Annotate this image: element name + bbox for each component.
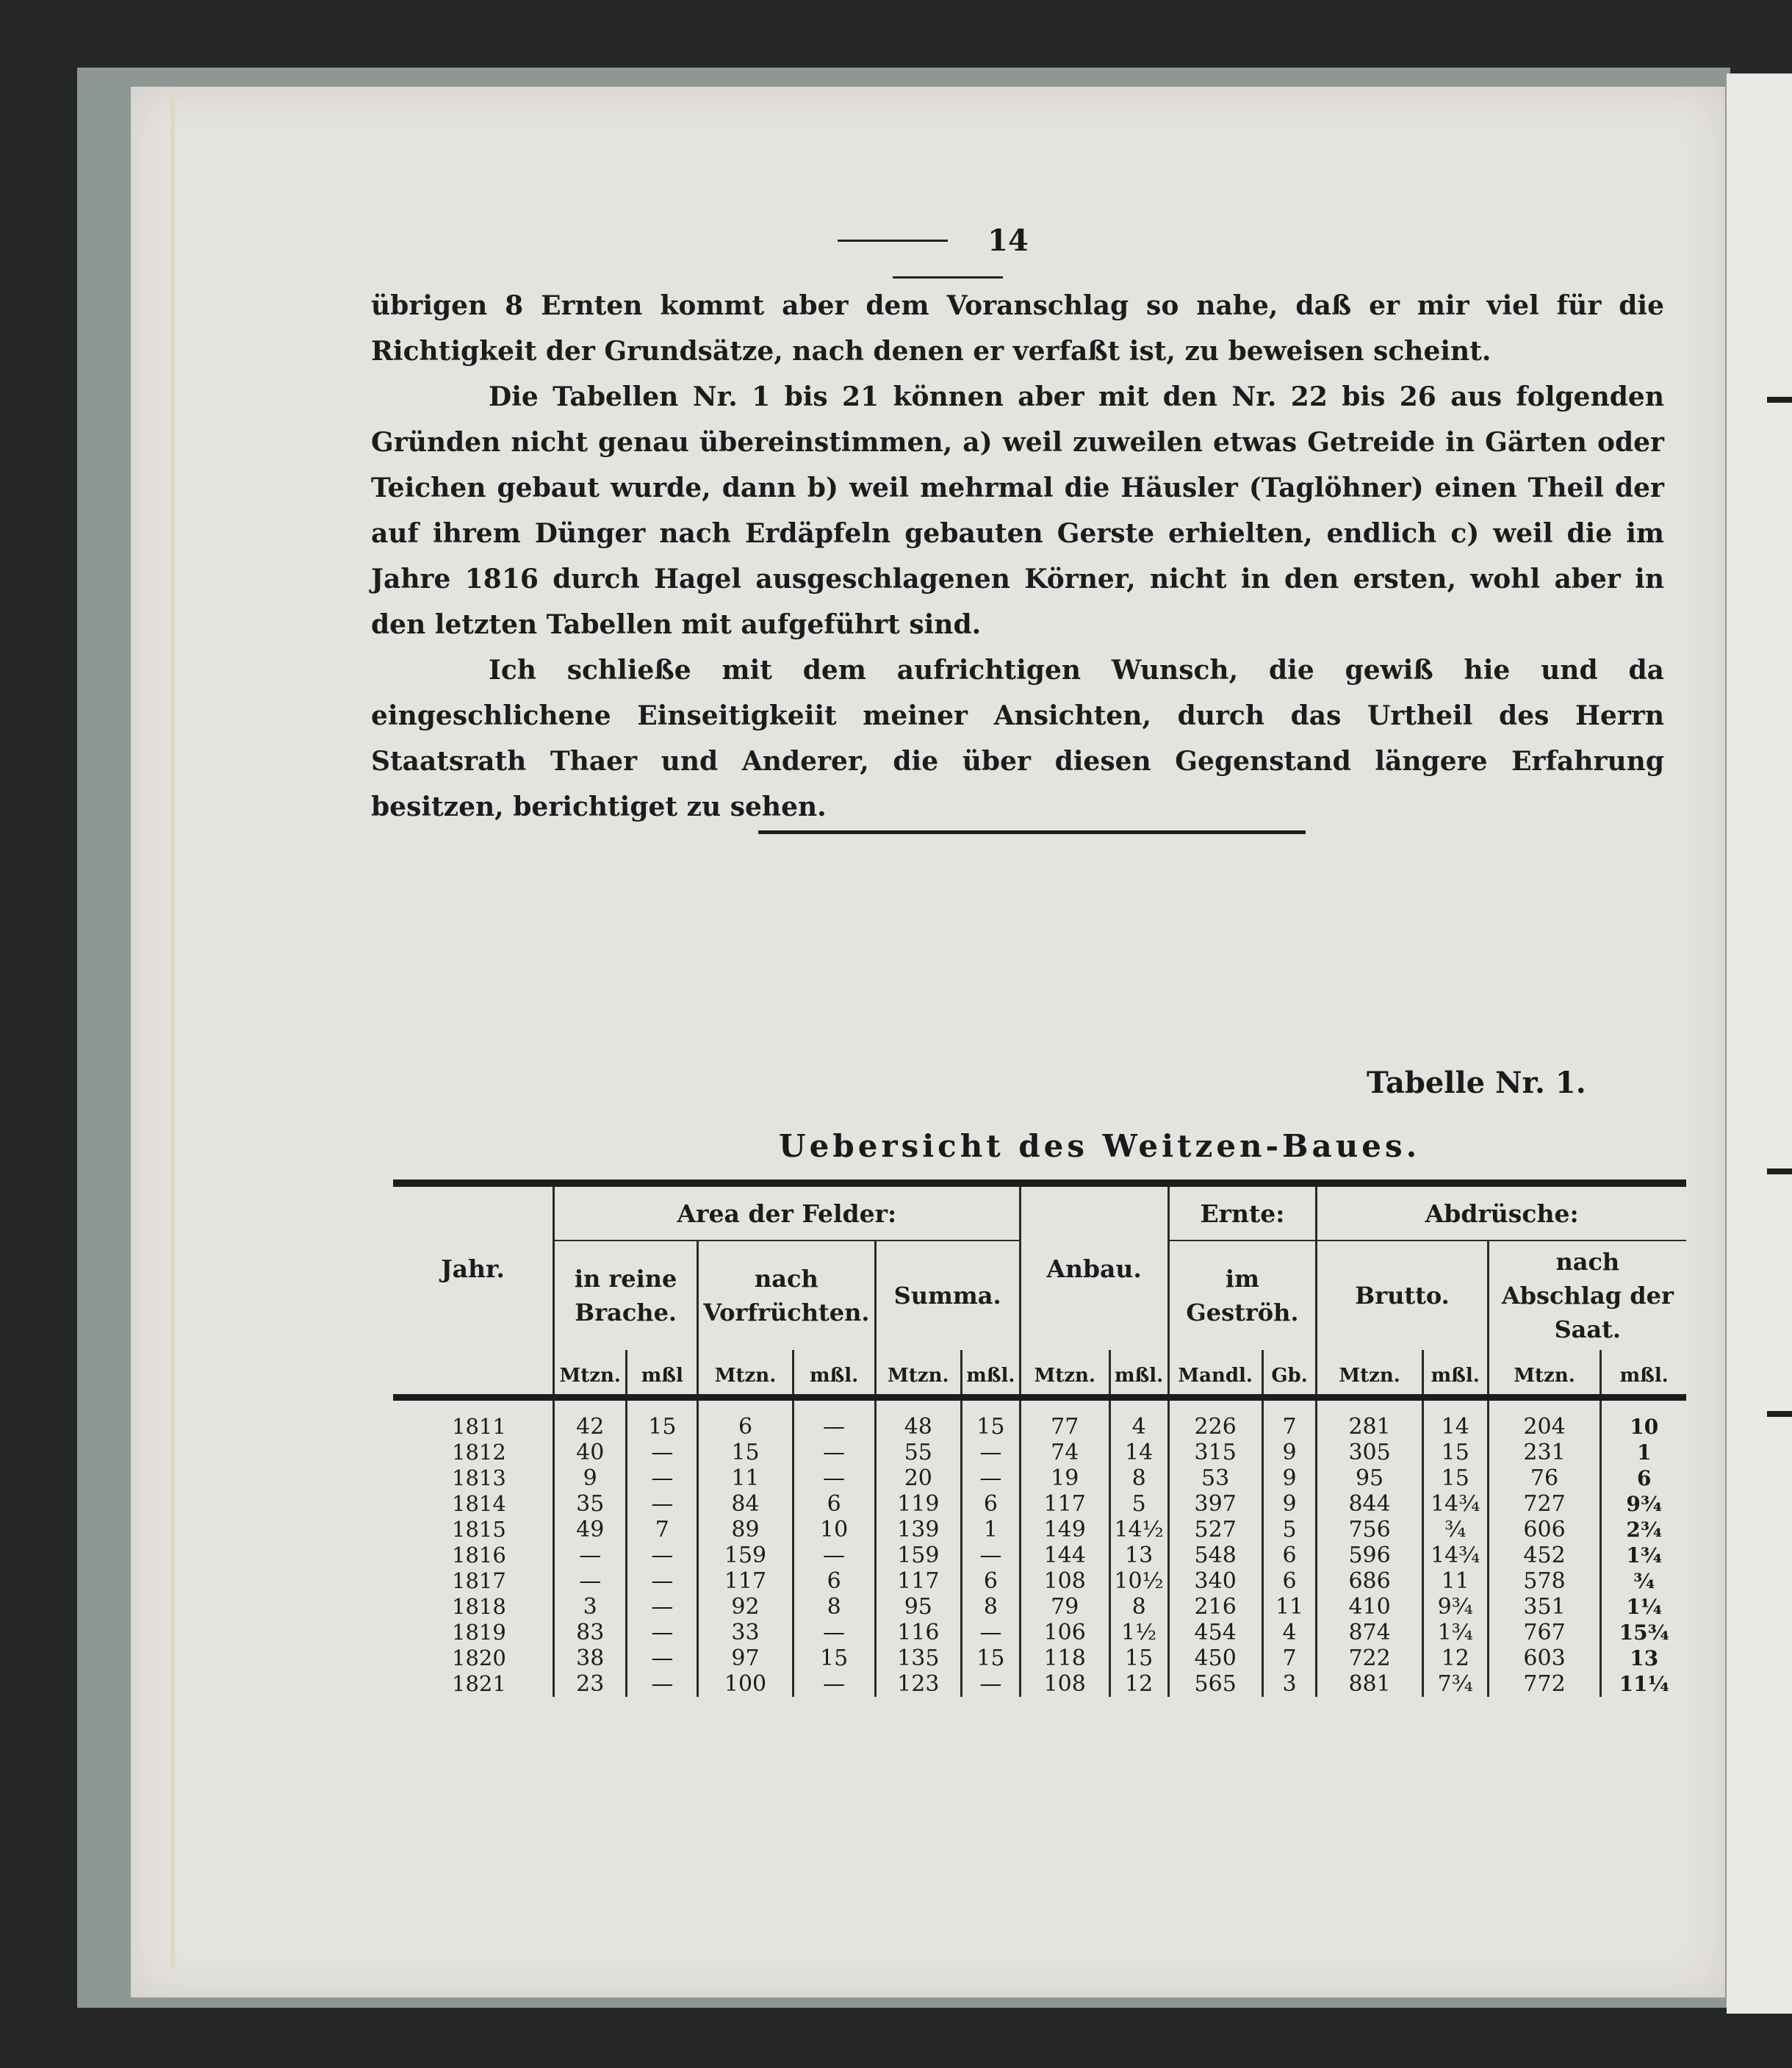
table-row: [393, 1671, 1686, 1697]
cell: 226: [1168, 1398, 1262, 1440]
cell: 340: [1168, 1568, 1262, 1594]
cell: 4: [1262, 1620, 1317, 1645]
cell: 135: [875, 1645, 961, 1671]
cell: 11: [1422, 1568, 1488, 1594]
cell: 578: [1488, 1568, 1601, 1594]
paragraph: Ich schließe mit dem aufrichtigen Wunsch, die gewiß hie und da eingeschlichene Einseitigkeiit meiner Ansichten, durch das Urtheil des Herrn Staatsrath Thaer und Anderer, die über diesen Gegenstand längere Erfahrung besitzen, berichtiget zu sehen.: [371, 655, 1664, 822]
cell: —: [962, 1543, 1021, 1568]
cell: 14¾: [1422, 1491, 1488, 1517]
header-rule-right: [893, 276, 1003, 279]
cell: 53: [1168, 1465, 1262, 1491]
header-area: Area der Felder:: [553, 1183, 1020, 1241]
cell: 1½: [1109, 1620, 1168, 1645]
cell: 13: [1109, 1543, 1168, 1568]
cell: —: [962, 1671, 1021, 1697]
cell: 15: [962, 1398, 1021, 1440]
cell-year: 1814: [452, 1491, 506, 1516]
cell: 15: [698, 1440, 793, 1465]
cell: 15: [793, 1645, 875, 1671]
cell: 2¾: [1601, 1517, 1686, 1543]
cell: 10½: [1109, 1568, 1168, 1594]
cell: 7: [1262, 1645, 1317, 1671]
cell: 15: [1422, 1465, 1488, 1491]
cell: —: [962, 1465, 1021, 1491]
cell-year: 1820: [452, 1645, 506, 1670]
cell: 144: [1020, 1543, 1109, 1568]
header-ernte: Ernte:: [1168, 1183, 1317, 1241]
cell: 1¾: [1422, 1620, 1488, 1645]
cell: 9¾: [1422, 1594, 1488, 1620]
unit-mssl: mßl.: [962, 1350, 1021, 1398]
cell-year: 1815: [452, 1517, 506, 1542]
cell: 281: [1317, 1398, 1422, 1440]
cell: 6: [1262, 1543, 1317, 1568]
cell: 6: [962, 1491, 1021, 1517]
header-abschlag: nach Abschlag der Saat.: [1488, 1241, 1686, 1350]
cell: 231: [1488, 1440, 1601, 1465]
cell-year: 1819: [452, 1620, 506, 1645]
cell: 9: [1262, 1491, 1317, 1517]
facing-page-edge: [1727, 73, 1792, 2014]
cell: 6: [1262, 1568, 1317, 1594]
header-brutto: Brutto.: [1317, 1241, 1488, 1350]
cell: 23: [553, 1671, 626, 1697]
table-row: [393, 1491, 1686, 1517]
cell: 95: [1317, 1465, 1422, 1491]
cell: 305: [1317, 1440, 1422, 1465]
cell: 15: [1109, 1645, 1168, 1671]
page-edge-line: [170, 88, 175, 1970]
cell: ¾: [1422, 1517, 1488, 1543]
cell: 13: [1601, 1645, 1686, 1671]
header-gestroh: im Geströh.: [1168, 1241, 1317, 1350]
cell: 49: [553, 1517, 626, 1543]
unit-mtzn: Mtzn.: [553, 1350, 626, 1398]
cell: 117: [1020, 1491, 1109, 1517]
cell: 881: [1317, 1671, 1422, 1697]
cell: 11: [698, 1465, 793, 1491]
cell: 15: [627, 1398, 698, 1440]
cell: 116: [875, 1620, 961, 1645]
cell: —: [627, 1465, 698, 1491]
cell: 454: [1168, 1620, 1262, 1645]
cell: 10: [793, 1517, 875, 1543]
cell: 410: [1317, 1594, 1422, 1620]
cell: 159: [698, 1543, 793, 1568]
cell: 15: [1422, 1440, 1488, 1465]
cell: —: [553, 1568, 626, 1594]
cell: 9: [1262, 1440, 1317, 1465]
cell-year: 1811: [452, 1414, 506, 1439]
cell: 1: [1601, 1440, 1686, 1465]
cell: 315: [1168, 1440, 1262, 1465]
cell: 33: [698, 1620, 793, 1645]
cell-year: 1817: [452, 1568, 506, 1593]
cell: 84: [698, 1491, 793, 1517]
cell: 7¾: [1422, 1671, 1488, 1697]
cell: —: [793, 1398, 875, 1440]
cell: ¾: [1601, 1568, 1686, 1594]
cell: 55: [875, 1440, 961, 1465]
cell: 204: [1488, 1398, 1601, 1440]
cell: 19: [1020, 1465, 1109, 1491]
cell: 727: [1488, 1491, 1601, 1517]
cell: 100: [698, 1671, 793, 1697]
table-row: [393, 1465, 1686, 1491]
cell-year: 1816: [452, 1543, 506, 1568]
cell: 35: [553, 1491, 626, 1517]
cell: 11¼: [1601, 1671, 1686, 1697]
cell: 1¼: [1601, 1594, 1686, 1620]
cell: 8: [1109, 1465, 1168, 1491]
cell: 6: [1601, 1465, 1686, 1491]
wheat-table: [393, 1180, 1686, 1697]
cell: 76: [1488, 1465, 1601, 1491]
cell-year: 1821: [452, 1671, 506, 1696]
table-title: Uebersicht des Weitzen-Baues.: [779, 1128, 1421, 1164]
cell: 3: [553, 1594, 626, 1620]
paragraph: übrigen 8 Ernten kommt aber dem Voranschlag so nahe, daß er mir viel für die Richtigkeit der Grundsätze, nach denen er verfaßt ist, zu beweisen scheint.: [371, 290, 1664, 367]
cell: 14: [1422, 1398, 1488, 1440]
cell: 603: [1488, 1645, 1601, 1671]
paragraph: Die Tabellen Nr. 1 bis 21 können aber mit den Nr. 22 bis 26 aus folgenden Gründen nicht genau übereinstimmen, a) weil zuweilen etwas Getreide in Gärten oder Teichen gebaut wurde, dann b) weil mehrmal die Häusler (Taglöhner) einen Theil der auf ihrem Dünger nach Erdäpfeln gebauten Gerste erhielten, endlich c) weil die im Jahre 1816 durch Hagel ausgeschlagenen Körner, nicht in den ersten, wohl aber in den letzten Tabellen mit aufgeführt sind.: [371, 381, 1664, 640]
cell: 772: [1488, 1671, 1601, 1697]
header-summa: Summa.: [875, 1241, 1020, 1350]
header-vorfruechte: nach Vorfrüchten.: [698, 1241, 875, 1350]
unit-mssl: mßl.: [793, 1350, 875, 1398]
unit-blank: [393, 1350, 553, 1398]
cell: 139: [875, 1517, 961, 1543]
unit-mssl: mßl: [627, 1350, 698, 1398]
cell: 108: [1020, 1568, 1109, 1594]
cell: 527: [1168, 1517, 1262, 1543]
unit-mtzn: Mtzn.: [1488, 1350, 1601, 1398]
cell: 1¾: [1601, 1543, 1686, 1568]
facing-page-mark: [1767, 397, 1792, 403]
cell: 9: [553, 1465, 626, 1491]
cell: 15: [962, 1645, 1021, 1671]
cell: 149: [1020, 1517, 1109, 1543]
header-jahr: Jahr.: [441, 1254, 505, 1283]
cell: 14: [1109, 1440, 1168, 1465]
cell: 123: [875, 1671, 961, 1697]
unit-gb: Gb.: [1262, 1350, 1317, 1398]
cell: 767: [1488, 1620, 1601, 1645]
header-anbau: Anbau.: [1020, 1183, 1168, 1350]
cell: —: [962, 1620, 1021, 1645]
cell: 8: [793, 1594, 875, 1620]
cell: —: [793, 1543, 875, 1568]
cell: 6: [698, 1398, 793, 1440]
cell: 397: [1168, 1491, 1262, 1517]
cell: 874: [1317, 1620, 1422, 1645]
cell: 38: [553, 1645, 626, 1671]
cell: 1: [962, 1517, 1021, 1543]
cell: 722: [1317, 1645, 1422, 1671]
header-brache: in reine Brache.: [553, 1241, 697, 1350]
cell: 74: [1020, 1440, 1109, 1465]
cell: 42: [553, 1398, 626, 1440]
cell: 686: [1317, 1568, 1422, 1594]
cell: 565: [1168, 1671, 1262, 1697]
cell: 7: [1262, 1398, 1317, 1440]
cell: 95: [875, 1594, 961, 1620]
cell: 119: [875, 1491, 961, 1517]
cell: 7: [627, 1517, 698, 1543]
unit-mtzn: Mtzn.: [1317, 1350, 1422, 1398]
cell: 77: [1020, 1398, 1109, 1440]
cell: 106: [1020, 1620, 1109, 1645]
cell: 14¾: [1422, 1543, 1488, 1568]
cell: 6: [962, 1568, 1021, 1594]
cell: 15¾: [1601, 1620, 1686, 1645]
table-row: [393, 1398, 1686, 1440]
cell: —: [627, 1440, 698, 1465]
cell: 596: [1317, 1543, 1422, 1568]
cell: 4: [1109, 1398, 1168, 1440]
cell: —: [627, 1543, 698, 1568]
cell: —: [627, 1620, 698, 1645]
cell: 606: [1488, 1517, 1601, 1543]
cell: —: [793, 1620, 875, 1645]
cell: —: [627, 1645, 698, 1671]
cell: 79: [1020, 1594, 1109, 1620]
cell: 9: [1262, 1465, 1317, 1491]
cell: 12: [1109, 1671, 1168, 1697]
cell: 40: [553, 1440, 626, 1465]
page-number: 14: [987, 223, 1029, 258]
cell-year: 1818: [452, 1594, 506, 1619]
cell-year: 1812: [452, 1440, 506, 1465]
cell: —: [627, 1594, 698, 1620]
unit-mtzn: Mtzn.: [1020, 1350, 1109, 1398]
table-row: [393, 1517, 1686, 1543]
unit-mssl: mßl.: [1422, 1350, 1488, 1398]
cell: 756: [1317, 1517, 1422, 1543]
cell: 159: [875, 1543, 961, 1568]
cell: 11: [1262, 1594, 1317, 1620]
header-rule-left: [838, 240, 948, 242]
cell: 9¾: [1601, 1491, 1686, 1517]
unit-mtzn: Mtzn.: [875, 1350, 961, 1398]
cell: 92: [698, 1594, 793, 1620]
facing-page-mark: [1767, 1168, 1792, 1174]
table-row: [393, 1568, 1686, 1594]
table-row: [393, 1594, 1686, 1620]
page-header: [838, 220, 1058, 292]
cell: 6: [793, 1491, 875, 1517]
cell: —: [793, 1465, 875, 1491]
table-row: [393, 1543, 1686, 1568]
cell: —: [962, 1440, 1021, 1465]
table-row: [393, 1440, 1686, 1465]
unit-mssl: mßl.: [1109, 1350, 1168, 1398]
cell: —: [627, 1491, 698, 1517]
cell: 216: [1168, 1594, 1262, 1620]
cell: 8: [1109, 1594, 1168, 1620]
header-abdrusche: Abdrüsche:: [1317, 1183, 1686, 1241]
unit-mandl: Mandl.: [1168, 1350, 1262, 1398]
cell: 5: [1109, 1491, 1168, 1517]
cell: 14½: [1109, 1517, 1168, 1543]
cell: 548: [1168, 1543, 1262, 1568]
cell: 3: [1262, 1671, 1317, 1697]
cell: 10: [1601, 1398, 1686, 1440]
cell: 89: [698, 1517, 793, 1543]
cell: 452: [1488, 1543, 1601, 1568]
unit-mssl: mßl.: [1601, 1350, 1686, 1398]
cell: 20: [875, 1465, 961, 1491]
cell: 117: [698, 1568, 793, 1594]
facing-page-mark: [1767, 1411, 1792, 1417]
cell: 450: [1168, 1645, 1262, 1671]
table-row: [393, 1645, 1686, 1671]
cell: —: [627, 1568, 698, 1594]
cell: 6: [793, 1568, 875, 1594]
cell: —: [553, 1543, 626, 1568]
cell: 83: [553, 1620, 626, 1645]
cell: 5: [1262, 1517, 1317, 1543]
cell: 108: [1020, 1671, 1109, 1697]
cell: 118: [1020, 1645, 1109, 1671]
table-row: [393, 1620, 1686, 1645]
cell: 844: [1317, 1491, 1422, 1517]
cell: 8: [962, 1594, 1021, 1620]
cell: —: [793, 1671, 875, 1697]
cell: 12: [1422, 1645, 1488, 1671]
unit-mtzn: Mtzn.: [698, 1350, 793, 1398]
cell: 97: [698, 1645, 793, 1671]
cell: —: [793, 1440, 875, 1465]
section-separator: [758, 830, 1306, 834]
cell: 117: [875, 1568, 961, 1594]
cell: 48: [875, 1398, 961, 1440]
table-label: Tabelle Nr. 1.: [1367, 1066, 1586, 1100]
cell-year: 1813: [452, 1465, 506, 1490]
body-text: [371, 283, 1664, 830]
cell: —: [627, 1671, 698, 1697]
cell: 351: [1488, 1594, 1601, 1620]
